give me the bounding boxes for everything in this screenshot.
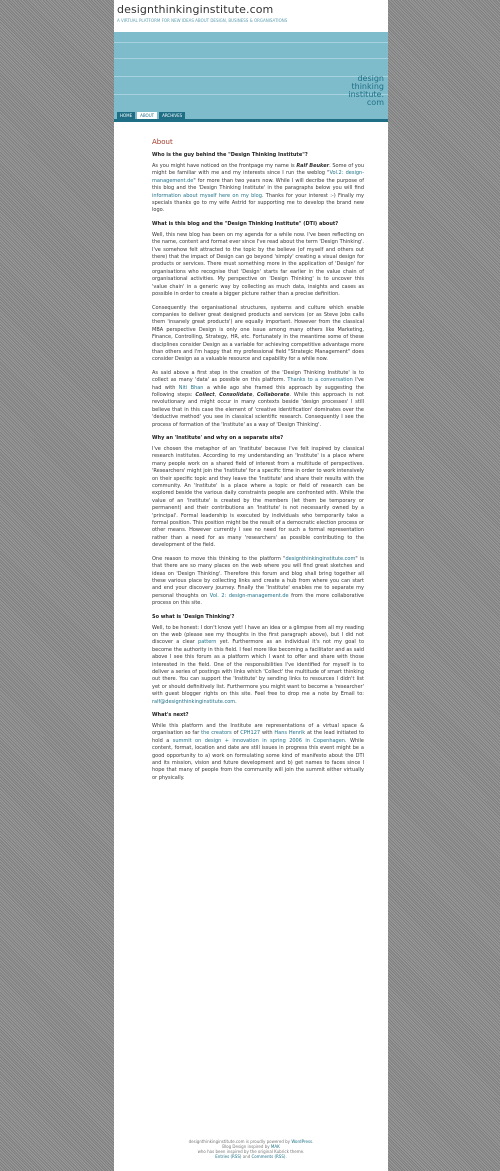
page-title: About [152,138,173,146]
footer-line: Blog Design inspired by MAK [222,1144,280,1149]
paragraph: One reason to move this thinking to the platform "designthinkinginstitute.com" is that there are so many places on the web where you will find great sketches and ideas on 'Design Thinking'. Therefore this forum and blog shall bring together all these various place by collecting links and create a hub from where you can start and end your discovery journey. Finally the 'Institute' enables me to separate my personal thoughts on Vol. 2: design-management.de from the more collaborative process on this site. [152,555,365,607]
pattern-link[interactable]: pattern [198,639,217,646]
site-link[interactable]: designthinkinginstitute.com [285,555,356,562]
vol2-link[interactable]: Vol. 2: design-management.de [209,592,289,599]
nav-tab-home[interactable]: HOME [117,112,135,119]
logo-line: design [357,74,384,83]
nav-bar [114,112,388,122]
banner-stripe [114,42,388,43]
paragraph: As you might have noticed on the frontpage my name is Ralf Beuker. Some of you might be familiar with me and my interests since I run the weblog "Vol.2: design-management.de" for more than two years now. While I will decribe the purpose of this blog and the 'Design Thinking Institute' in the paragraphs below you will find information about myself here on my blog. Thanks for your interest :-) Finally my specials thanks go to my wife Astrid for supporting me to develop the brand new logo. [152,163,365,214]
section-heading: Who is the guy behind the "Design Thinking Institute"? [152,152,308,158]
niti-bhan-link[interactable]: Niti Bhan [178,384,204,391]
paragraph: Well, to be honest: I don't know yet! I have an idea or a glimpse from all my reading on the web (please see my thoughts in the first paragraph above), but I did not discover a clear pattern yet. Furthermore as an individual it's not my goal to become the authority in this field. I feel more like becoming a facilitator and as said above I see this forum as a platform which I want to offer and share with those interested in the field. One of the responsibilities I've identified for myself is to deliver a series of postings with links which 'Collect' the multitude of smart thinking out there. You can support the 'Institute' by sending links to resources I didn't list yet or should definitively list. Furthermore you might want to become a 'researcher' with guest blogger rights on this site. Feel free to drop me a note by Email to: ralf@designthinkinginstitute.com. [152,624,365,705]
nav-tab-about[interactable]: ABOUT [137,112,157,119]
site-title-link[interactable]: designthinkinginstitute.com [117,3,274,16]
paragraph: Well, this new blog has been on my agenda for a while now. I've been reflecting on the name, content and format ever since I've read about the term 'Design Thinking'. I've somehow felt attracted to the topic by the believe (of myself and others out there) that the impact of Design can go beyond 'simply' creating a visual design for products or services. There must something more in the application of 'Design' for organisations who recognise that 'Design' starts far earlier in the value chain of organisational activities. My perspective on 'Design Thinking' is to uncover this 'value chain' in a generic way by collecting as much data, insights and cases as possible in order to create a bigger picture rather than a precise definition. [152,231,364,298]
header-banner [114,32,388,112]
site-header [114,0,388,32]
paragraph: While this platform and the Institute are representations of a virtual space & organisation so far the creators of CPH127 with Hans Henrik at the lead initiated to hold a summit on design + innovation in spring 2006 in Copenhagen. While content, format, location and date are still issues in progress this event might be a good opportunity to a) work on formulating some kind of manifesto about the DTI and its mission, vision and future development and b) get names to faces since I hope that many of people from the community will join the summit either virtually or physically. [152,723,364,781]
page-footer [114,1139,388,1159]
wordpress-link[interactable]: WordPress [291,1139,313,1144]
logo-line: thinking [351,82,384,91]
article-content [152,138,364,788]
mak-link[interactable]: MAK [270,1144,280,1149]
summit-link[interactable]: summit on design + innovation in spring 2006 in Copenhagen [172,737,345,744]
banner-stripe [114,58,388,59]
section-heading: What's next? [152,712,189,718]
section-heading: What is this blog and the "Design Thinking Institute" (DTI) about? [152,220,339,227]
hans-henrik-link[interactable]: Hans Henrik [274,730,306,737]
creators-link[interactable]: the creators [201,730,232,737]
paragraph: Consequently the organisational structures, systems and culture which enable companies to deliver great designed products and services (or as Steve Jobs calls them 'insanely great products') are equally important. However from the classical MBA perspective Design is only one issue among many others like Marketing, Finance, Controlling, Strategy, HR, etc. Fortunately in the meantime some of these disciplines consider Design as a variable for achieving competitive advantage more than others and I'm happy that my professional field "Strategic Management" does consider Design as a valuable resource and capability for a while now. [152,304,364,363]
footer-line: designthinkinginstitute.com is proudly powered by WordPress. [188,1139,314,1144]
about-me-link[interactable]: information about myself here on my blog [152,192,262,199]
logo-line: com [366,98,384,107]
section-heading: So what is 'Design Thinking'? [152,613,235,620]
weblog-link[interactable]: Vol.2: design-management.de [152,170,365,184]
entries-rss-link[interactable]: Entries (RSS) [215,1154,242,1159]
conversation-link[interactable]: Thanks to a conversation [287,377,353,384]
site-tagline: A VIRTUAL PLATFORM FOR NEW IDEAS ABOUT DESIGN, BUSINESS & ORGANISATIONS [117,18,288,23]
comments-rss-link[interactable]: Comments (RSS) [251,1154,286,1159]
footer-line: Entries (RSS) and Comments (RSS). [215,1154,287,1159]
author-name: Ralf Beuker [296,163,330,169]
paragraph: I've chosen the metaphor of an 'Institute' because I've felt inspired by classical research institutes. According to my understanding an 'Institute' is a place where many people work on a shared field of interest from a multitude of perspectives. 'Researchers' might join the 'Institute' for a specific time in order to work intensively on their specific topic and they leave the 'Institute' and share their results with the community. An 'Institute' is a place where a topic or field of research can be explored beside the various daily constraints people are confronted with. While the value of an 'Institute' is created by the members (let them be temporary or permanent) and their contributions an 'Institute' is not necessarily owned by a 'principal'. Formal leadership is executed by individuals who temporarily take a formal position. This position might be the result of a democratic election process or other means. However currently I see no need for such a formal representation rather than a need for as many 'researchers' as possible contributing to the development of the field. [152,446,364,549]
email-link[interactable]: ralf@designthinkinginstitute.com [152,698,236,705]
nav-tab-archives[interactable]: ARCHIVES [159,112,185,119]
cph127-link[interactable]: CPH127 [240,730,261,737]
paragraph: As said above a first step in the creation of the 'Design Thinking Institute' is to collect as many 'data' as possible on this platform. Thanks to a conversation I've had with Niti Bhan a while ago she framed this approach by suggesting the following steps: Collect, Consolidate, Collaborate. While this approach is not revolutionary and might occur in many contexts beside 'design processes' I still believe that in this case the element of 'creative identification' dominates over the 'deductive method' you see in classical scientific research. Consequently I see the process of formation of the 'Institute' as a way of 'Design Thinking'. [152,369,364,428]
section-heading: Why an 'Institute' and why on a separate site? [152,435,284,441]
banner-logo[interactable] [340,75,384,107]
logo-line: institute. [348,90,384,99]
page-container [114,0,388,1171]
footer-line: who has been inspired by the original Kubrick theme. [197,1149,305,1154]
